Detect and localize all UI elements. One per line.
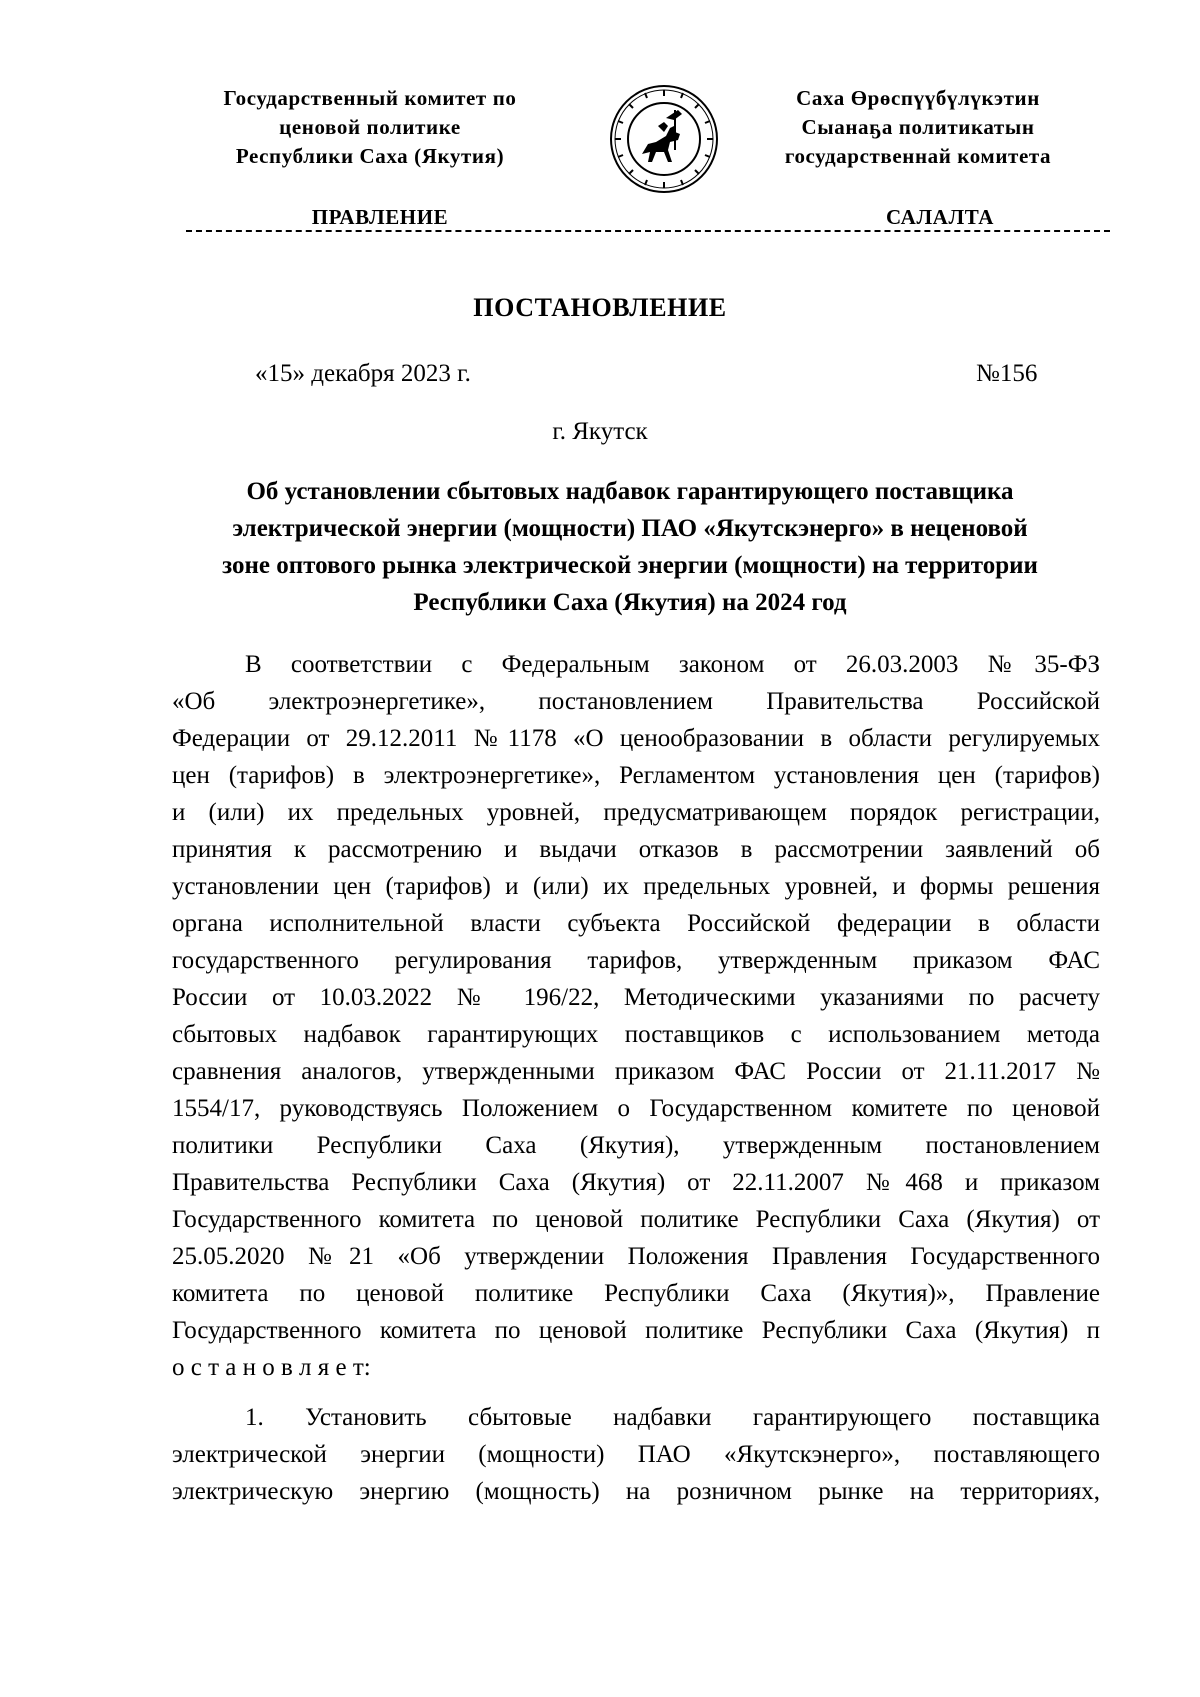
body-line: России от 10.03.2022 № 196/22, Методическими указаниями по расчету [172,984,1100,1011]
header-right-org-name [728,84,1108,171]
document-city: г. Якутск [552,418,648,445]
body-line: о с т а н о в л я е т: [172,1354,371,1381]
body-line: цен (тарифов) в электроэнергетике», Регламентом установления цен (тарифов) [172,762,1100,789]
body-line: 1554/17, руководствуясь Положением о Государственном комитете по ценовой [172,1095,1100,1122]
header-left-org-name [160,84,580,171]
dashed-divider [186,230,1110,232]
body-line: 1. Установить сбытовые надбавки гарантирующего поставщика [245,1404,1100,1431]
body-line: Государственного комитета по ценовой политике Республики Саха (Якутия) п [172,1317,1100,1344]
body-line: В соответствии с Федеральным законом от 26.03.2003 №35-ФЗ [245,651,1100,678]
document-number: №156 [976,360,1038,387]
board-label-sakha: САЛАЛТА [885,205,995,229]
body-line: 25.05.2020 №21 «Об утверждении Положения Правления Государственного [172,1243,1100,1270]
body-line: электрическую энергию (мощность) на розничном рынке на территориях, [172,1478,1100,1505]
body-line: сравнения аналогов, утвержденными приказом ФАС России от 21.11.2017 № [172,1058,1100,1085]
body-line: политики Республики Саха (Якутия), утвержденным постановлением [172,1132,1100,1159]
header-right-line: Сыанаҕа политикатын [801,115,1035,139]
document-title [170,473,1090,621]
body-line: Государственного комитета по ценовой политике Республики Саха (Якутия) от [172,1206,1100,1233]
body-line: комитета по ценовой политике Республики Саха (Якутия)», Правление [172,1280,1100,1307]
board-label-ru: ПРАВЛЕНИЕ [311,205,449,229]
header-right-line: Саха Өрөспүүбүлүкэтин [796,86,1040,110]
title-line: электрической энергии (мощности) ПАО «Якутскэнерго» в неценовой [232,515,1028,542]
header-left-line: Государственный комитет по [223,86,517,110]
title-line: зоне оптового рынка электрической энергии (мощности) на территории [222,552,1038,579]
body-line: принятия к рассмотрению и выдачи отказов в рассмотрении заявлений об [172,836,1100,863]
resolution-item-1 [172,1399,1100,1510]
header-right-line: государственнай комитета [784,144,1052,168]
body-line: государственного регулирования тарифов, утвержденным приказом ФАС [172,947,1100,974]
body-line: и (или) их предельных уровней, предусматривающем порядок регистрации, [172,799,1100,826]
header-left-line: Республики Саха (Якутия) [235,144,505,168]
title-line: Республики Саха (Якутия) на 2024 год [413,589,847,616]
document-date: «15» декабря 2023 г. [255,360,471,387]
document-type: ПОСТАНОВЛЕНИЕ [473,293,727,322]
body-line: органа исполнительной власти субъекта Российской федерации в области [172,910,1100,937]
coat-of-arms-emblem [608,84,720,194]
body-line: «Об электроэнергетике», постановлением Правительства Российской [172,688,1100,715]
body-line: Правительства Республики Саха (Якутия) от 22.11.2007 №468 и приказом [172,1169,1100,1196]
body-line: сбытовых надбавок гарантирующих поставщиков с использованием метода [172,1021,1100,1048]
body-line: электрической энергии (мощности) ПАО «Якутскэнерго», поставляющего [172,1441,1100,1468]
preamble-paragraph [172,646,1100,1386]
body-line: Федерации от 29.12.2011 №1178 «О ценообразовании в области регулируемых [172,725,1100,752]
title-line: Об установлении сбытовых надбавок гарантирующего поставщика [246,478,1014,505]
body-line: установлении цен (тарифов) и (или) их предельных уровней, и формы решения [172,873,1100,900]
header-left-line: ценовой политике [279,115,461,139]
